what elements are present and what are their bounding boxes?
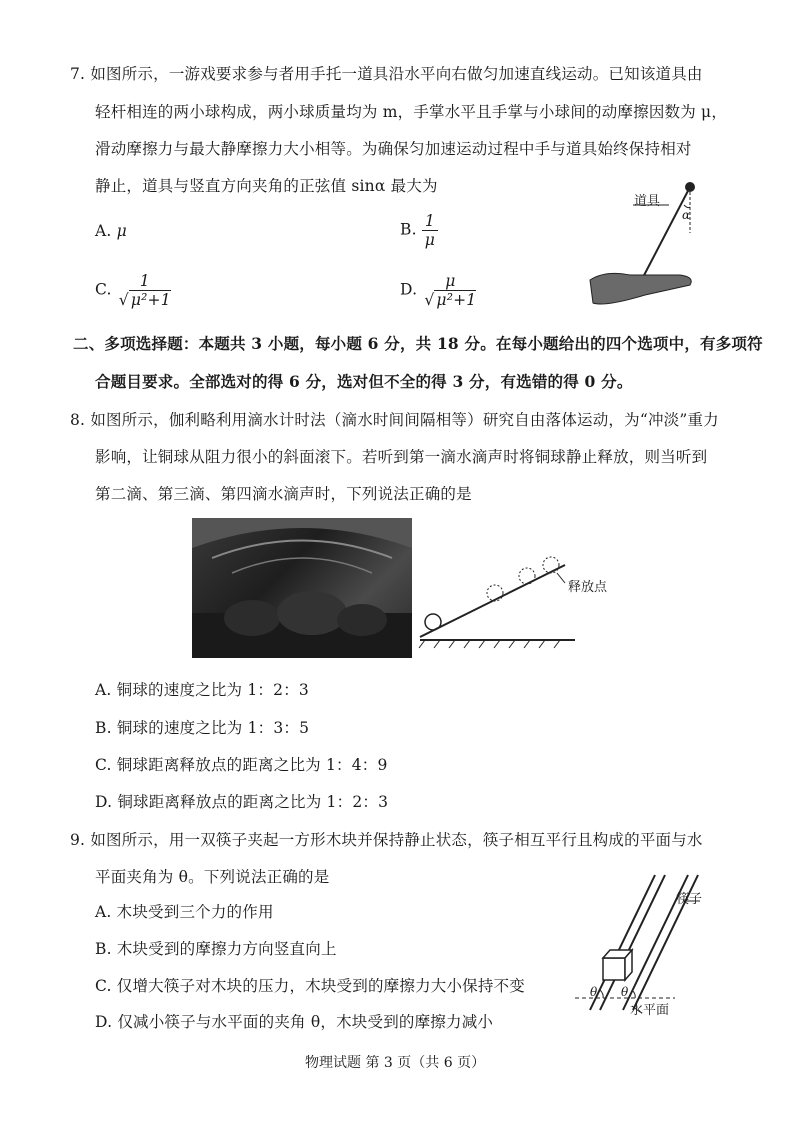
q7-fig-label-prop: 道具: [634, 194, 661, 209]
q9-fig-label-horizontal: 水平面: [630, 1003, 670, 1018]
section2-line-2: 合题目要求。全部选对的得 6 分，选对但不全的得 3 分，有选错的得 0 分。: [95, 372, 633, 391]
q8-fig-label-release: 释放点: [568, 580, 608, 595]
q9-fig-label-theta-1: θ: [590, 985, 598, 999]
galileo-painting-image: [192, 518, 412, 658]
q7-fig-label-alpha: α: [682, 208, 691, 222]
page-footer: 物理试题 第 3 页（共 6 页）: [305, 1055, 486, 1071]
q7-option-b-fraction: $\frac{1}{\mu}$: [422, 212, 438, 249]
q9-option-b: B. 木块受到的摩擦力方向竖直向上: [95, 940, 337, 958]
q9-fig-label-theta-2: θ: [621, 985, 629, 999]
q7-line-3: 滑动摩擦力与最大静摩擦力大小相等。为确保匀加速运动过程中手与道具始终保持相对: [95, 140, 692, 158]
q8-line-3: 第二滴、第三滴、第四滴水滴声时，下列说法正确的是: [95, 485, 472, 503]
block-icon: [603, 958, 625, 980]
q7-option-c-fraction: $\frac{1}{\text{√ μ²+1}}$: [118, 272, 171, 309]
q9-fig-label-chopsticks: 筷子: [676, 892, 703, 907]
q9-option-a: A. 木块受到三个力的作用: [95, 903, 274, 921]
q9-line-2: 平面夹角为 θ。下列说法正确的是: [95, 868, 330, 886]
q8-line-1: 8. 如图所示，伽利略利用滴水计时法（滴水时间间隔相等）研究自由落体运动，为“冲淡”重力: [70, 411, 719, 429]
q9-line-1: 9. 如图所示，用一双筷子夹起一方形木块并保持静止状态，筷子相互平行且构成的平面与水: [70, 831, 703, 849]
q8-incline-figure: [415, 545, 580, 655]
q8-option-b: B. 铜球的速度之比为 1：3：5: [95, 719, 310, 737]
q7-line-2: 轻杆相连的两小球构成，两小球质量均为 m，手掌水平且手掌与小球间的动摩擦因数为 μ，: [95, 103, 728, 121]
q7-option-c: C. $\frac{1}{\text{√ μ²+1}}$: [95, 272, 171, 309]
q7-option-a: A. μ: [95, 222, 127, 240]
q7-option-b: B. $\frac{1}{\mu}$: [400, 212, 438, 249]
q8-line-2: 影响，让铜球从阻力很小的斜面滚下。若听到第一滴水滴声时将铜球静止释放，则当听到: [95, 448, 708, 466]
q7-line-4: 静止，道具与竖直方向夹角的正弦值 sinα 最大为: [95, 177, 438, 195]
section2-line-1: 二、多项选择题：本题共 3 小题，每小题 6 分，共 18 分。在每小题给出的四个选项中，有多项符: [73, 334, 763, 353]
ball-ghost-icon: [487, 585, 503, 601]
hand-icon: [590, 273, 691, 304]
q8-option-a: A. 铜球的速度之比为 1：2：3: [95, 681, 309, 699]
q8-option-d: D. 铜球距离释放点的距离之比为 1：2：3: [95, 793, 389, 811]
q8-option-c: C. 铜球距离释放点的距离之比为 1：4：9: [95, 756, 388, 774]
q9-option-c: C. 仅增大筷子对木块的压力，木块受到的摩擦力大小保持不变: [95, 977, 525, 995]
q7-line-1: 7. 如图所示，一游戏要求参与者用手托一道具沿水平向右做匀加速直线运动。已知该道具由: [70, 65, 703, 83]
ball-ghost-icon: [543, 557, 559, 573]
q9-option-d: D. 仅减小筷子与水平面的夹角 θ，木块受到的摩擦力减小: [95, 1013, 494, 1031]
q7-option-d-fraction: $\frac{\mu}{\text{√ μ²+1}}$: [424, 272, 477, 309]
q7-option-d: D. $\frac{\mu}{\text{√ μ²+1}}$: [400, 272, 477, 309]
ball-icon: [425, 614, 441, 630]
